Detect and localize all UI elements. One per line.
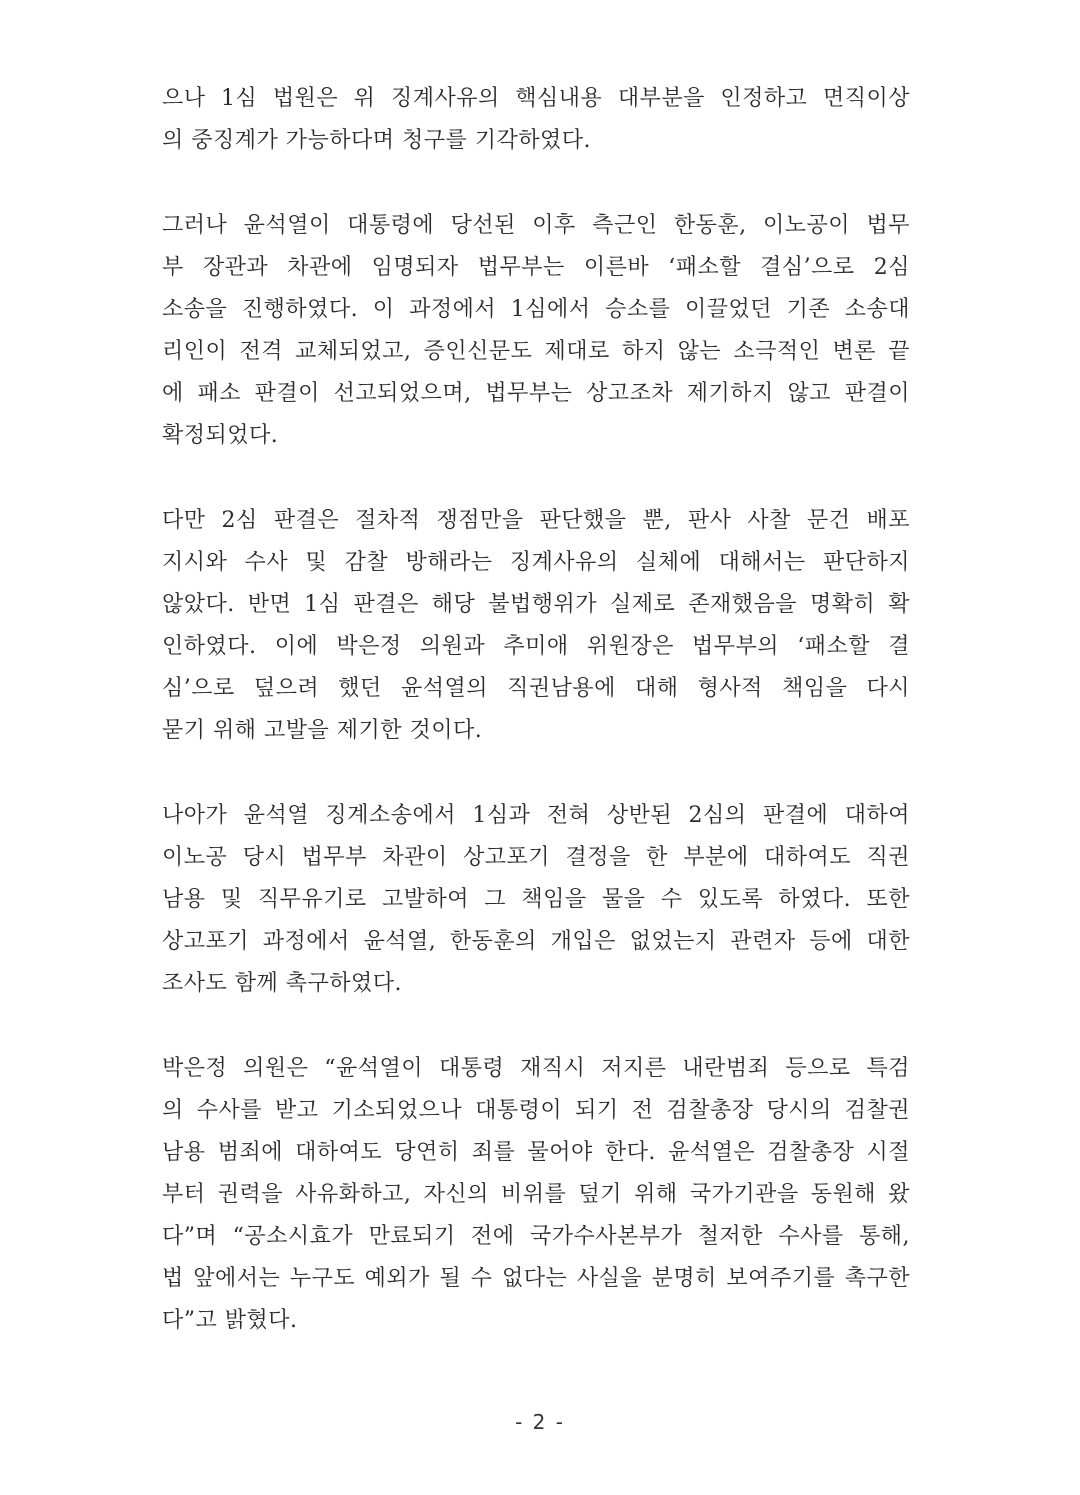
- text-line: 남용 범죄에 대하여도 당연히 죄를 물어야 한다. 윤석열은 검찰총장 시절: [162, 1140, 910, 1165]
- text-line: 그러나 윤석열이 대통령에 당선된 이후 측근인 한동훈, 이노공이 법무: [162, 213, 910, 238]
- text-line: 상고포기 과정에서 윤석열, 한동훈의 개입은 없었는지 관련자 등에 대한: [162, 929, 910, 954]
- text-line: 확정되었다.: [162, 423, 279, 448]
- text-line: 의 중징계가 가능하다며 청구를 기각하였다.: [162, 128, 592, 153]
- text-line: 소송을 진행하였다. 이 과정에서 1심에서 승소를 이끌었던 기존 소송대: [162, 297, 910, 322]
- text-line: 의 수사를 받고 기소되었으나 대통령이 되기 전 검찰총장 당시의 검찰권: [162, 1098, 910, 1123]
- text-line: 부 장관과 차관에 임명되자 법무부는 이른바 ‘패소할 결심’으로 2심: [162, 255, 910, 280]
- text-line: 심’으로 덮으려 했던 윤석열의 직권남용에 대해 형사적 책임을 다시: [162, 676, 910, 701]
- text-line: 박은정 의원은 “윤석열이 대통령 재직시 저지른 내란범죄 등으로 특검: [162, 1056, 910, 1081]
- paragraph-5: [162, 1048, 910, 1342]
- text-line: 나아가 윤석열 징계소송에서 1심과 전혀 상반된 2심의 판결에 대하여: [162, 803, 910, 828]
- text-line: 리인이 전격 교체되었고, 증인신문도 제대로 하지 않는 소극적인 변론 끝: [162, 339, 910, 364]
- text-line: 에 패소 판결이 선고되었으며, 법무부는 상고조차 제기하지 않고 판결이: [162, 381, 910, 406]
- document-body: [162, 78, 910, 1385]
- text-line: 묻기 위해 고발을 제기한 것이다.: [162, 718, 483, 743]
- text-line: 으나 1심 법원은 위 징계사유의 핵심내용 대부분을 인정하고 면직이상: [162, 86, 910, 111]
- paragraph-4: [162, 795, 910, 1005]
- text-line: 부터 권력을 사유화하고, 자신의 비위를 덮기 위해 국가기관을 동원해 왔: [162, 1182, 910, 1207]
- paragraph-2: [162, 205, 910, 457]
- text-line: 법 앞에서는 누구도 예외가 될 수 없다는 사실을 분명히 보여주기를 촉구한: [162, 1266, 910, 1291]
- text-line: 다”고 밝혔다.: [162, 1308, 298, 1333]
- text-line: 다만 2심 판결은 절차적 쟁점만을 판단했을 뿐, 판사 사찰 문건 배포: [162, 508, 910, 533]
- text-line: 남용 및 직무유기로 고발하여 그 책임을 물을 수 있도록 하였다. 또한: [162, 887, 910, 912]
- paragraph-1: [162, 78, 910, 162]
- text-line: 인하였다. 이에 박은정 의원과 추미애 위원장은 법무부의 ‘패소할 결: [162, 634, 910, 659]
- text-line: 않았다. 반면 1심 판결은 해당 불법행위가 실제로 존재했음을 명확히 확: [162, 592, 910, 617]
- text-line: 이노공 당시 법무부 차관이 상고포기 결정을 한 부분에 대하여도 직권: [162, 845, 910, 870]
- paragraph-3: [162, 500, 910, 752]
- text-line: 지시와 수사 및 감찰 방해라는 징계사유의 실체에 대해서는 판단하지: [162, 550, 910, 575]
- text-line: 다”며 “공소시효가 만료되기 전에 국가수사본부가 철저한 수사를 통해,: [162, 1224, 910, 1249]
- page-number: - 2 -: [515, 1410, 565, 1434]
- text-line: 조사도 함께 촉구하였다.: [162, 971, 403, 996]
